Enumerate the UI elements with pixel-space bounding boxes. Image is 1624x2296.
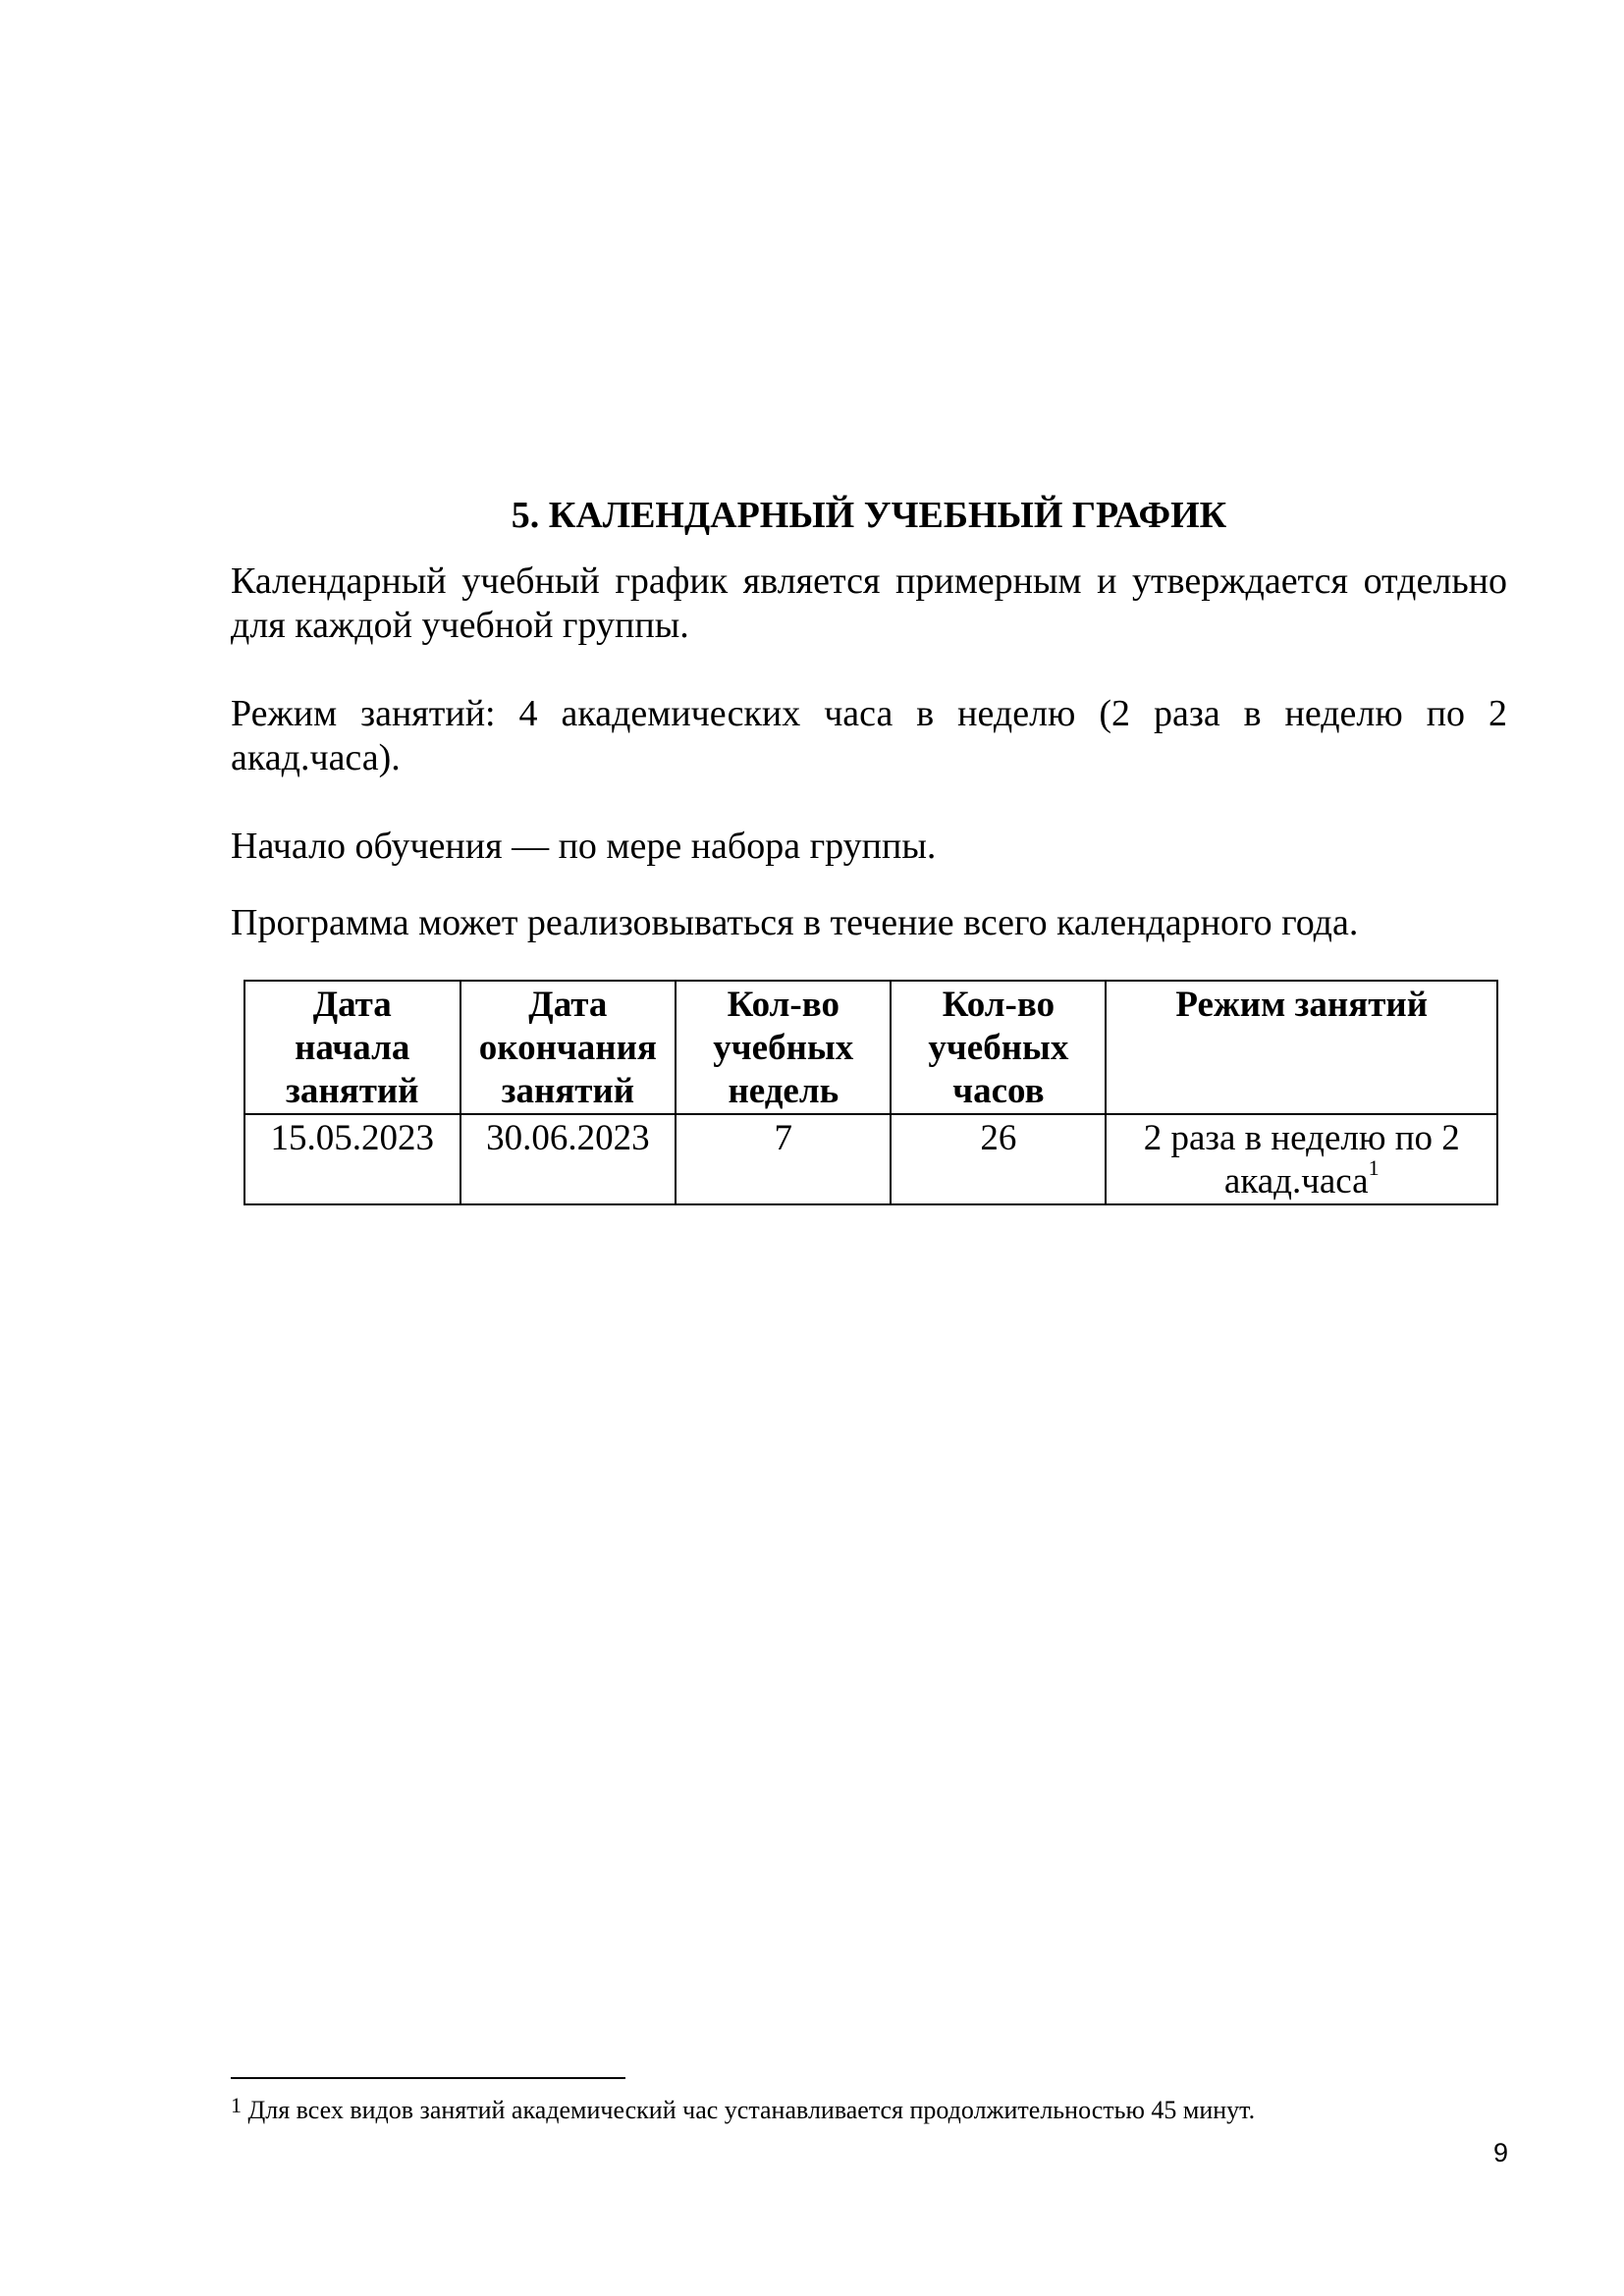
table-row [244, 1114, 1497, 1204]
footnote [231, 2093, 1507, 2128]
header-start-date: Дата начала занятий [244, 981, 460, 1114]
cell-start-date: 15.05.2023 [244, 1114, 460, 1204]
footnote-marker: 1 [231, 2093, 242, 2117]
page-number: 9 [1492, 2138, 1508, 2167]
calendar-schedule-table [244, 980, 1498, 1205]
header-end-date: Дата окончания занятий [460, 981, 677, 1114]
section-title: 5. КАЛЕНДАРНЫЙ УЧЕБНЫЙ ГРАФИК [511, 495, 1227, 536]
cell-study-mode [1106, 1114, 1497, 1204]
paragraph-intro: Календарный учебный график является примерным и утверждается отдельно для каждой учебной группы. [231, 561, 1507, 646]
header-study-mode: Режим занятий [1106, 981, 1497, 1114]
header-hours-count: Кол-во учебных часов [891, 981, 1106, 1114]
cell-hours-count: 26 [891, 1114, 1106, 1204]
paragraph-program-period: Программа может реализовываться в течение всего календарного года. [231, 902, 1359, 943]
footnote-text: Для всех видов занятий академический час устанавливается продолжительностью 45 минут. [247, 2096, 1256, 2124]
study-mode-text: 2 раза в неделю по 2 акад.часа [1143, 1118, 1460, 1201]
paragraph-study-mode: Режим занятий: 4 академических часа в неделю (2 раза в неделю по 2 акад.часа). [231, 693, 1507, 778]
table-header-row [244, 981, 1497, 1114]
footnote-separator [231, 2077, 625, 2079]
paragraph-start-of-study: Начало обучения — по мере набора группы. [231, 826, 937, 867]
header-weeks-count: Кол-во учебных недель [676, 981, 891, 1114]
cell-weeks-count: 7 [676, 1114, 891, 1204]
footnote-reference: 1 [1368, 1155, 1380, 1180]
cell-end-date: 30.06.2023 [460, 1114, 677, 1204]
